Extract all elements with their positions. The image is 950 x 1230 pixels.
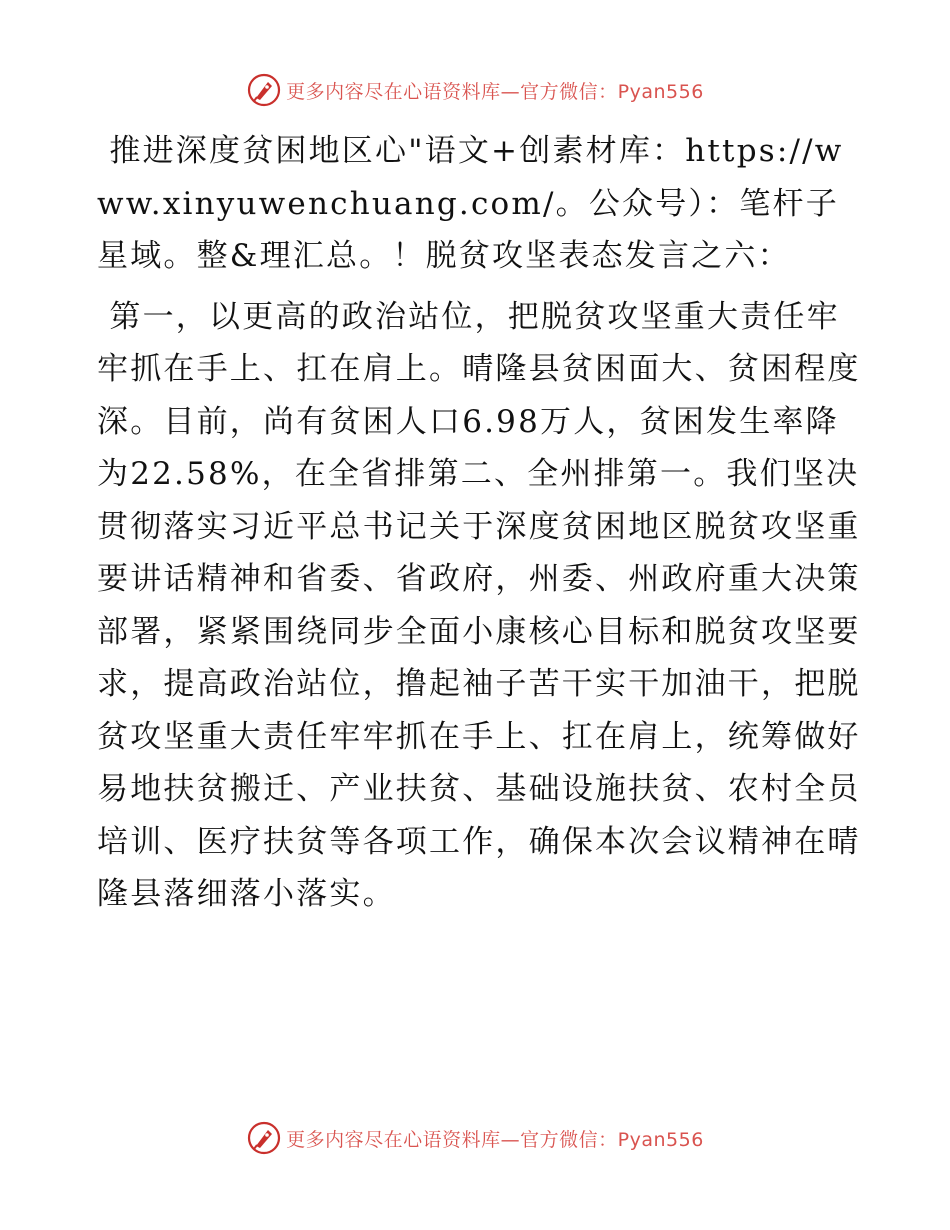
footer-banner xyxy=(0,1118,950,1158)
document-body xyxy=(97,125,867,921)
pen-nib-logo-icon xyxy=(246,72,282,108)
banner-text: 更多内容尽在心语资料库—官方微信：Pyan556 xyxy=(286,80,704,103)
intro-paragraph: 推进深度贫困地区心"语文+创素材库：https://www.xinyuwenchuang.com/。公众号）：笔杆子星域。整&理汇总。！脱贫攻坚表态发言之六： xyxy=(97,133,844,274)
header-banner xyxy=(0,70,950,110)
body-paragraph: 第一，以更高的政治站位，把脱贫攻坚重大责任牢牢抓在手上、扛在肩上。晴隆县贫困面大、贫困程度深。目前，尚有贫困人口6.98万人，贫困发生率降为22.58%，在全省排第二、全州排第一。我们坚决贯彻落实习近平总书记关于深度贫困地区脱贫攻坚重要讲话精神和省委、省政府，州委、州政府重大决策部署，紧紧围绕同步全面小康核心目标和脱贫攻坚要求，提高政治站位，撸起袖子苦干实干加油干，把脱贫攻坚重大责任牢牢抓在手上、扛在肩上，统筹做好易地扶贫搬迁、产业扶贫、基础设施扶贫、农村全员培训、医疗扶贫等各项工作，确保本次会议精神在晴隆县落细落小落实。 xyxy=(97,298,861,912)
banner-text: 更多内容尽在心语资料库—官方微信：Pyan556 xyxy=(286,1128,704,1151)
pen-nib-logo-icon xyxy=(246,1120,282,1156)
